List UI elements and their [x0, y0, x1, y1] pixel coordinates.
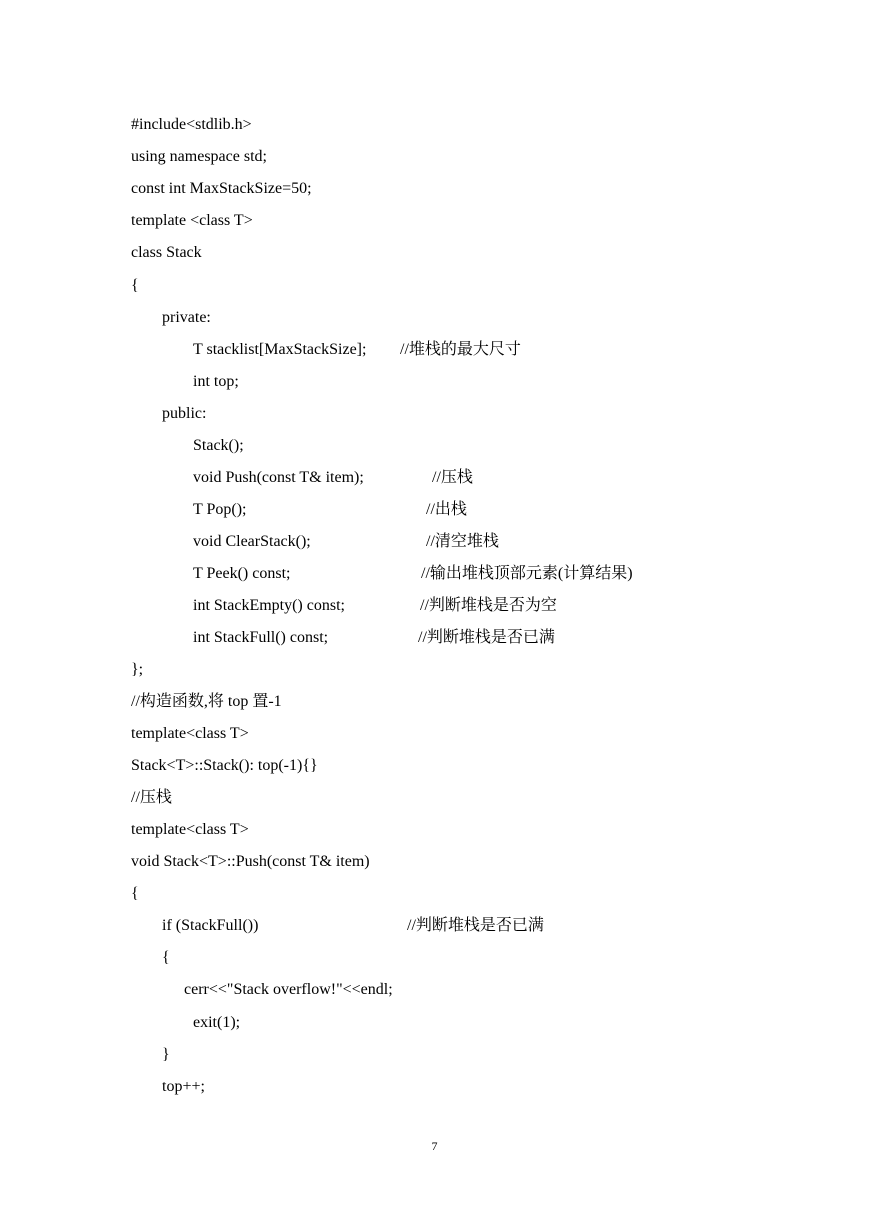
code-line: void Stack<T>::Push(const T& item): [131, 853, 370, 870]
code-line: exit(1);: [193, 1014, 241, 1031]
code-line: const int MaxStackSize=50;: [131, 180, 312, 197]
code-line: }: [162, 1046, 170, 1063]
code-line: {: [131, 277, 139, 294]
code-comment: //判断堆栈是否为空: [420, 597, 557, 614]
code-line: cerr<<"Stack overflow!"<<endl;: [184, 981, 393, 998]
code-line: template <class T>: [131, 212, 253, 229]
code-comment: //判断堆栈是否已满: [407, 917, 544, 934]
code-line: if (StackFull()): [162, 917, 259, 934]
code-line: using namespace std;: [131, 148, 267, 165]
code-line: T Peek() const;: [193, 565, 291, 582]
code-line: void ClearStack();: [193, 533, 311, 550]
code-line: //构造函数,将 top 置-1: [131, 693, 282, 710]
code-line: top++;: [162, 1078, 205, 1095]
code-comment: //出栈: [426, 501, 467, 518]
code-line: template<class T>: [131, 821, 249, 838]
code-comment: //输出堆栈顶部元素(计算结果): [421, 565, 633, 582]
code-line: template<class T>: [131, 725, 249, 742]
code-line: int top;: [193, 373, 239, 390]
code-line: {: [162, 949, 170, 966]
page-number: 7: [431, 1139, 438, 1153]
code-line: class Stack: [131, 244, 202, 261]
code-line: T stacklist[MaxStackSize];: [193, 341, 367, 358]
code-line: public:: [162, 405, 207, 422]
code-line: int StackFull() const;: [193, 629, 329, 646]
code-comment: //判断堆栈是否已满: [418, 629, 555, 646]
code-line: int StackEmpty() const;: [193, 597, 345, 614]
code-line: T Pop();: [193, 501, 247, 518]
code-line: void Push(const T& item);: [193, 469, 364, 486]
code-comment: //堆栈的最大尺寸: [400, 341, 521, 358]
code-line: Stack();: [193, 437, 244, 454]
code-line: };: [131, 661, 144, 678]
code-comment: //清空堆栈: [426, 533, 499, 550]
code-line: //压栈: [131, 789, 172, 806]
code-line: Stack<T>::Stack(): top(-1){}: [131, 757, 318, 774]
code-line: private:: [162, 309, 211, 326]
code-line: #include<stdlib.h>: [131, 116, 252, 133]
code-comment: //压栈: [432, 469, 473, 486]
code-line: {: [131, 885, 139, 902]
